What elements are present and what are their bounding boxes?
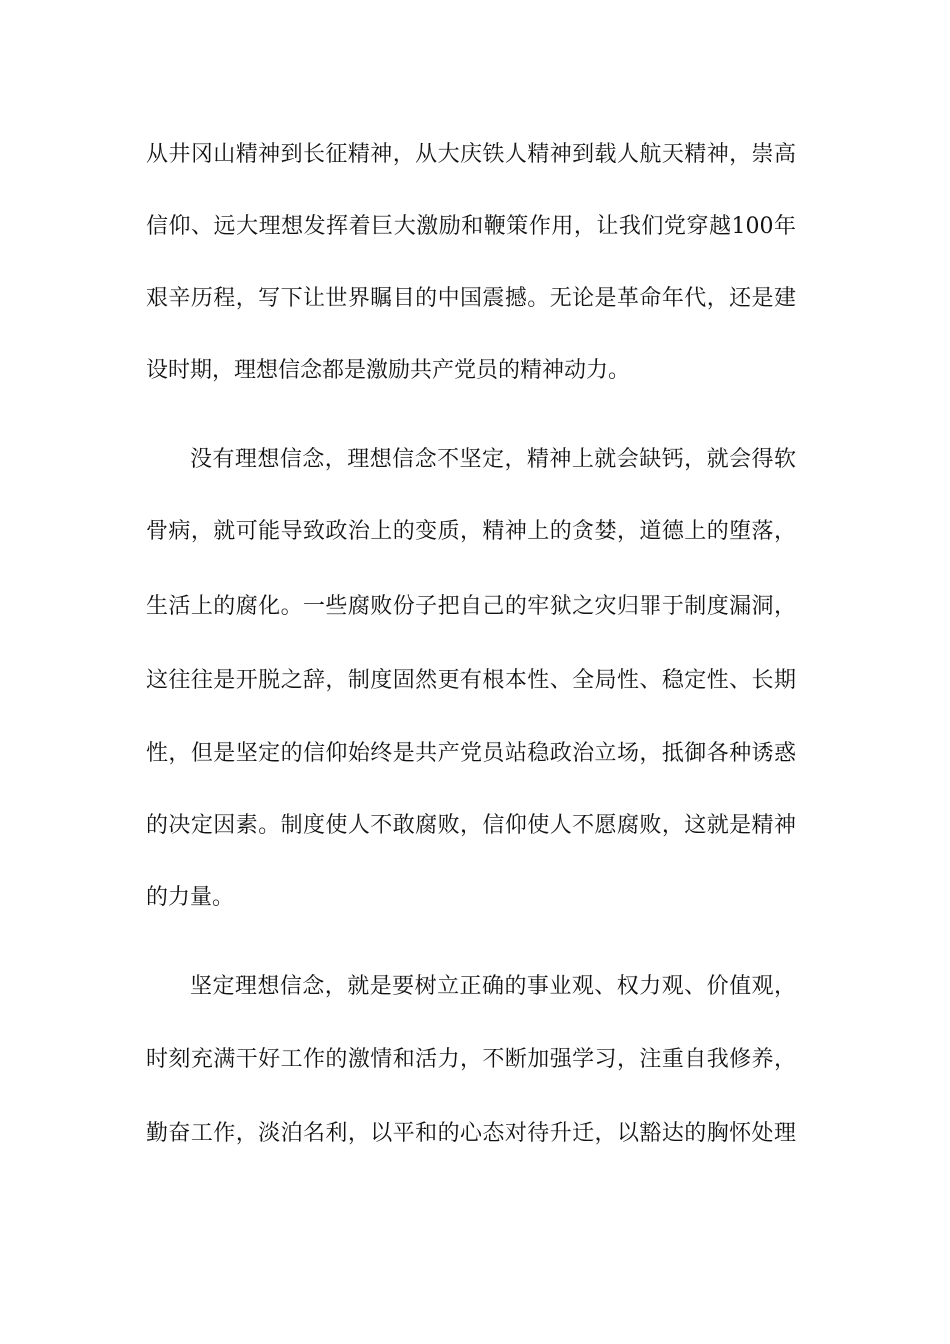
text-line: 这往往是开脱之辞，制度固然更有根本性、全局性、稳定性、长期 <box>146 668 796 693</box>
text-line: 信仰、远大理想发挥着巨大激励和鞭策作用，让我们党穿越100年 <box>146 214 796 239</box>
text-line: 从井冈山精神到长征精神，从大庆铁人精神到载人航天精神，崇高 <box>146 142 796 167</box>
text-line: 没有理想信念，理想信念不坚定，精神上就会缺钙，就会得软 <box>190 447 796 472</box>
text-line: 性，但是坚定的信仰始终是共产党员站稳政治立场，抵御各种诱惑 <box>146 741 796 766</box>
text-line: 勤奋工作，淡泊名利，以平和的心态对待升迁，以豁达的胸怀处理 <box>146 1121 796 1146</box>
text-line: 的决定因素。制度使人不敢腐败，信仰使人不愿腐败，这就是精神 <box>146 813 796 838</box>
text-line: 生活上的腐化。一些腐败份子把自己的牢狱之灾归罪于制度漏洞， <box>146 594 796 619</box>
text-line: 时刻充满干好工作的激情和活力，不断加强学习，注重自我修养， <box>146 1047 796 1072</box>
text-line: 设时期，理想信念都是激励共产党员的精神动力。 <box>146 358 631 383</box>
text-line: 艰辛历程，写下让世界瞩目的中国震撼。无论是革命年代，还是建 <box>146 286 796 311</box>
text-line: 骨病，就可能导致政治上的变质，精神上的贪婪，道德上的堕落， <box>146 519 796 544</box>
text-line: 的力量。 <box>146 885 235 910</box>
text-line: 坚定理想信念，就是要树立正确的事业观、权力观、价值观， <box>190 974 796 999</box>
